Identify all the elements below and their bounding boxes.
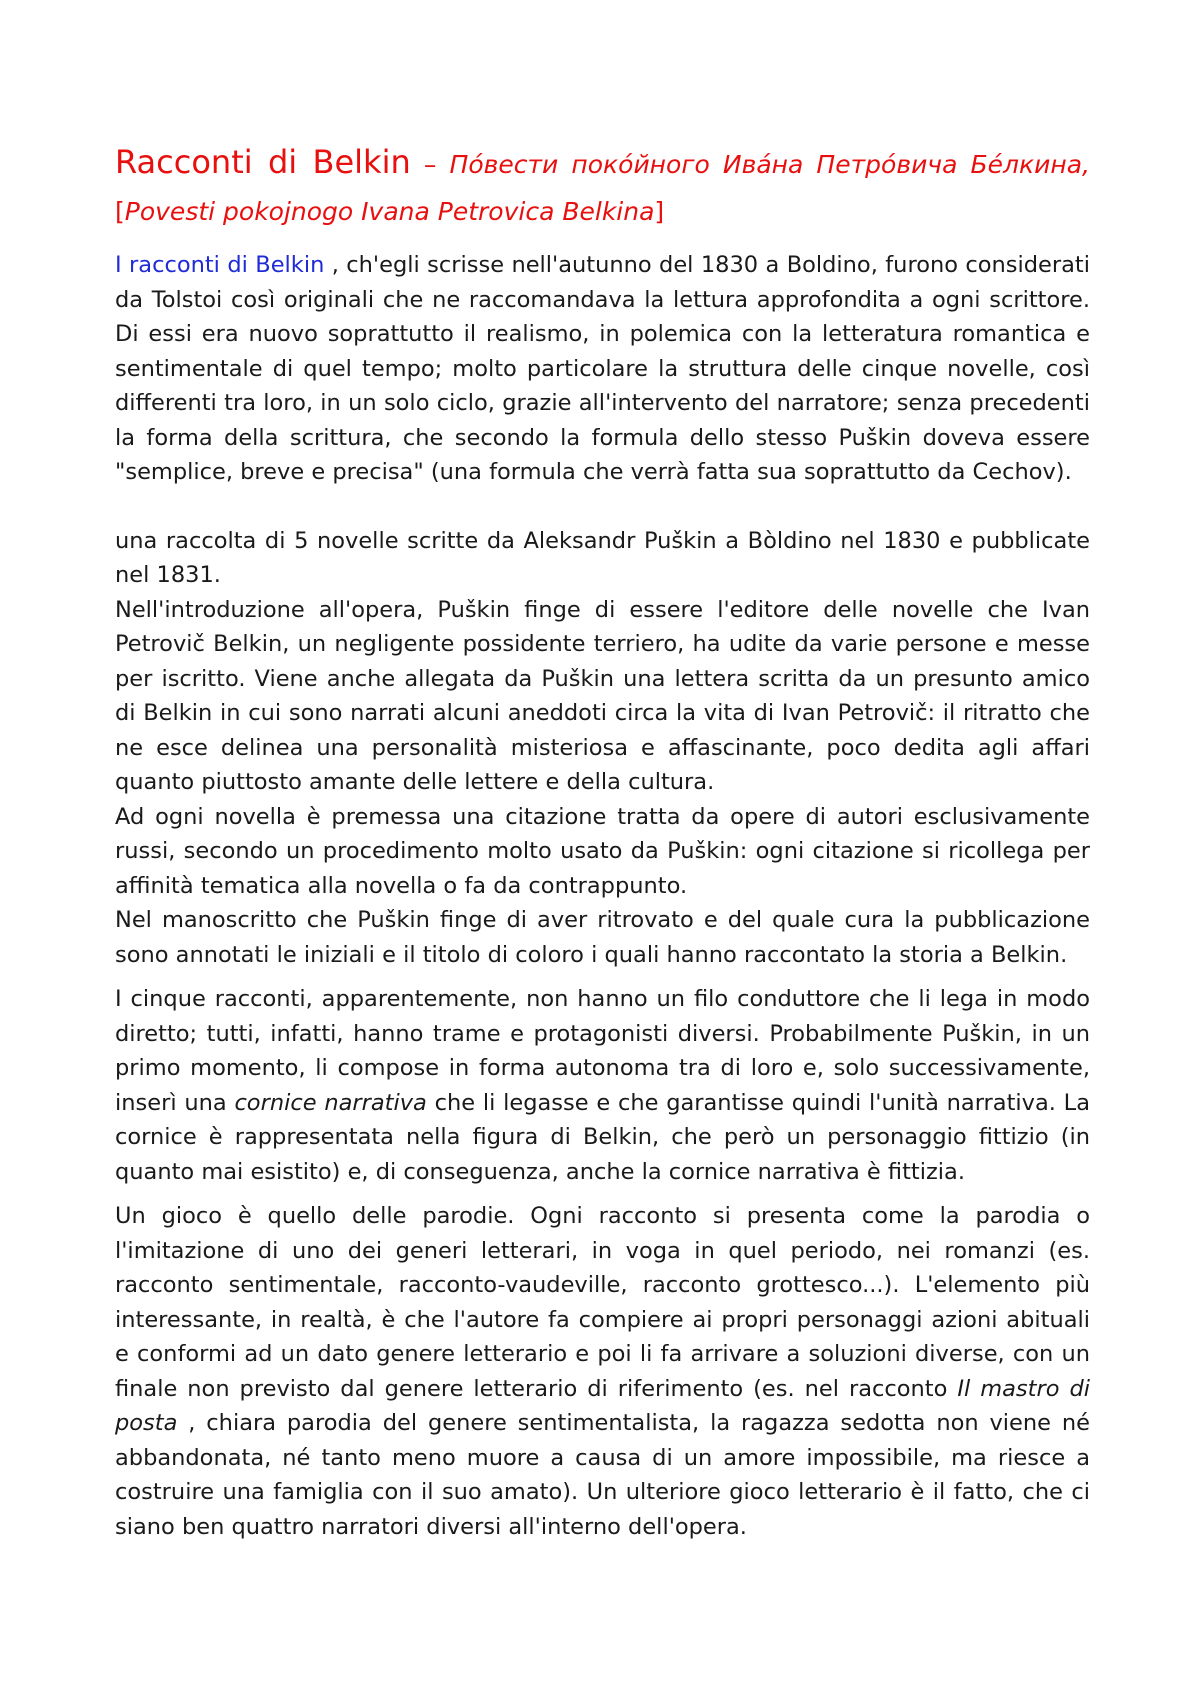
frame-italic: cornice narrativa bbox=[234, 1089, 427, 1116]
intro-text: , ch'egli scrisse nell'autunno del 1830 a Boldino, furono considerati da Tolstoi così originali che ne raccomandava la lettura approfondita a ogni scrittore. Di essi era nuovo soprattutto il realismo, in polemica con la letteratura romantica e sentimentale di quel tempo; molto particolare la struttura delle cinque novelle, così differenti tra loro, in un solo ciclo, grazie all'intervento del narratore; senza precedenti la forma della scrittura, che secondo la formula dello stesso Puškin doveva essere "semplice, breve e precisa" (una formula che verrà fatta sua soprattutto da Cechov). bbox=[115, 252, 1091, 485]
title-bracket-open: [ bbox=[115, 197, 125, 226]
parody-paragraph bbox=[115, 1199, 1090, 1544]
title-transliteration: Povesti pokojnogo Ivana Petrovica Belkina bbox=[124, 197, 655, 226]
block2-paragraph-3: Ad ogni novella è premessa una citazione tratta da opere di autori esclusivamente russi, secondo un procedimento molto usato da Puškin: ogni citazione si ricollega per affinità tematica alla novella o fa da contrappunto. bbox=[115, 803, 1090, 899]
title-main: Racconti di Belkin bbox=[115, 143, 411, 181]
frame-paragraph bbox=[115, 982, 1090, 1189]
document-title bbox=[115, 140, 1090, 234]
title-russian: По́вести поко́йного Ива́на Петро́вича Бе́лкина, bbox=[449, 150, 1090, 179]
block2-paragraph-2: Nell'introduzione all'opera, Puškin finge di essere l'editore delle novelle che Ivan Petrovič Belkin, un negligente possidente terriero, ha udite da varie persone e messe per iscritto. Viene anche allegata da Puškin una lettera scritta da un presunto amico di Belkin in cui sono narrati alcuni aneddoti circa la vita di Ivan Petrovič: il ritratto che ne esce delinea una personalità misteriosa e affascinante, poco dedita agli affari quanto piuttosto amante delle lettere e della cultura. bbox=[115, 596, 1090, 795]
parody-text-before: Un gioco è quello delle parodie. Ogni racconto si presenta come la parodia o l'imitazione di uno dei generi letterari, in voga in quel periodo, nei romanzi (es. racconto sentimentale, racconto-vaudeville, racconto grottesco...). L'elemento più interessante, in realtà, è che l'autore fa compiere ai propri personaggi azioni abituali e conformi ad un dato genere letterario e poi li fa arrivare a soluzioni diverse, con un finale non previsto dal genere letterario di riferimento (es. nel racconto bbox=[115, 1203, 1090, 1402]
parody-text-after: , chiara parodia del genere sentimentalista, la ragazza sedotta non viene né abbandonata, né tanto meno muore a causa di un amore impossibile, ma riesce a costruire una famiglia con il suo amato). Un ulteriore gioco letterario è il fatto, che ci siano ben quattro narratori diversi all'interno dell'opera. bbox=[115, 1410, 1090, 1540]
block2-paragraph-1: una raccolta di 5 novelle scritte da Aleksandr Puškin a Bòldino nel 1830 e pubblicate nel 1831. bbox=[115, 527, 1090, 588]
frame-text-before: I cinque racconti, apparentemente, non hanno un filo conduttore che li lega in modo diretto; tutti, infatti, hanno trame e protagonisti diversi. Probabilmente Puškin, in un primo momento, li compose in forma autonoma tra di loro e, solo successivamente, inserì una bbox=[115, 986, 1090, 1116]
block2-paragraph-4: Nel manoscritto che Puškin finge di aver ritrovato e del quale cura la pubblicazione sono annotati le iniziali e il titolo di coloro i quali hanno raccontato la storia a Belkin. bbox=[115, 907, 1090, 968]
intro-paragraph bbox=[115, 248, 1090, 490]
document-page bbox=[115, 140, 1090, 1544]
frame-text-after: che li legasse e che garantisse quindi l'unità narrativa. La cornice è rappresentata nella figura di Belkin, che però un personaggio fittizio (in quanto mai esistito) e, di conseguenza, anche la cornice narrativa è fittizia. bbox=[115, 1089, 1091, 1185]
intro-link[interactable]: I racconti di Belkin bbox=[115, 252, 325, 278]
title-dash: – bbox=[410, 150, 450, 179]
parody-italic: Il mastro di posta bbox=[115, 1375, 1090, 1436]
title-bracket-close: ] bbox=[654, 197, 665, 226]
